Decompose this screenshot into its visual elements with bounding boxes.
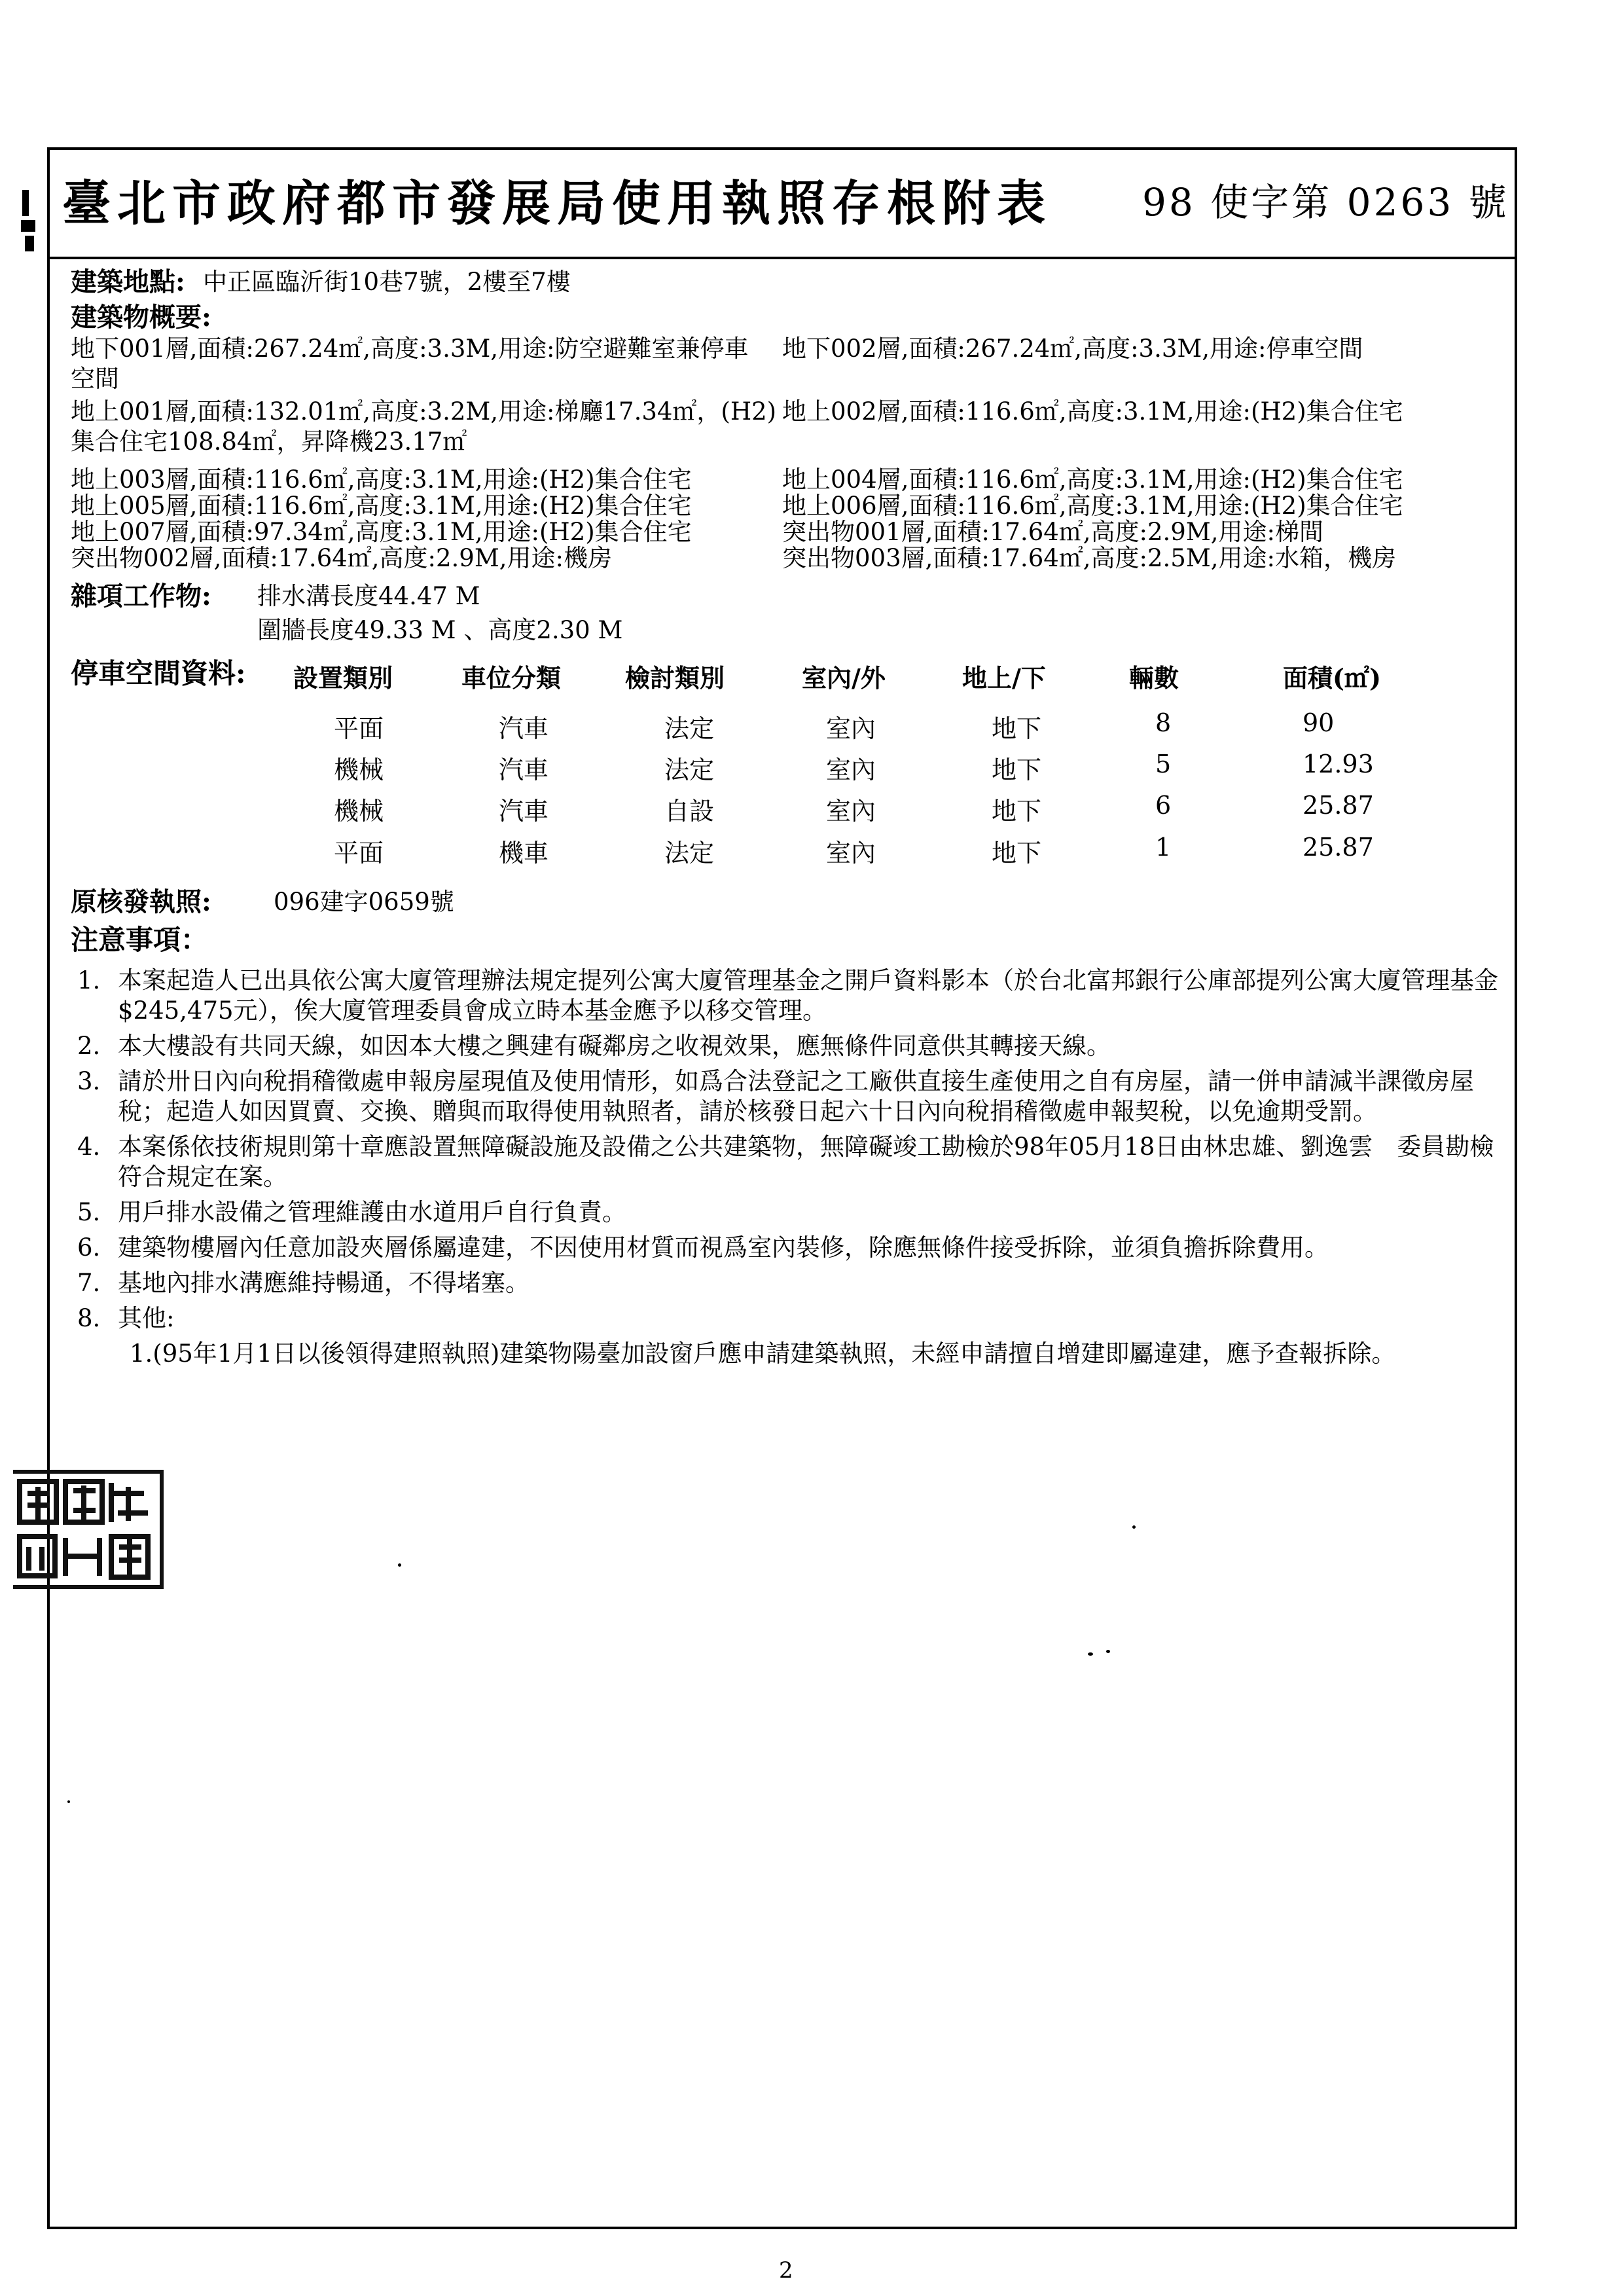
parking-header: 面積(㎡)	[1283, 663, 1381, 693]
note-number: 8.	[77, 1304, 101, 1332]
parking-cell: 90	[1303, 708, 1335, 737]
note-number: 2.	[77, 1032, 101, 1060]
misc-works-label: 雜項工作物:	[71, 581, 211, 611]
permit-number: 98 使字第 0263 號	[1142, 180, 1509, 225]
parking-cell: 平面	[334, 714, 384, 743]
parking-cell: 地下	[992, 714, 1042, 743]
floor-line: 地上001層,面積:132.01㎡,高度:3.2M,用途:梯廳17.34㎡，(H2)	[71, 397, 777, 426]
parking-cell: 6	[1155, 791, 1172, 820]
note-number: 1.	[77, 966, 101, 994]
official-seal	[13, 1470, 164, 1589]
note-item	[77, 1066, 1507, 1127]
parking-cell: 法定	[664, 714, 715, 743]
note-text: 其他:	[118, 1304, 175, 1332]
parking-cell: 法定	[664, 756, 715, 784]
parking-cell: 機車	[499, 839, 549, 867]
scan-speck	[1088, 1652, 1093, 1656]
note-item	[77, 1303, 1507, 1334]
note-item	[77, 1031, 1507, 1061]
note-number: 7.	[77, 1269, 101, 1297]
floor-line: 集合住宅108.84㎡，昇降機23.17㎡	[71, 428, 467, 456]
note-text: 1.(95年1月1日以後領得建照執照)建築物陽臺加設窗戶應申請建築執照，未經申請擅自增建即屬違建，應予查報拆除。	[130, 1339, 1396, 1368]
parking-cell: 地下	[992, 756, 1042, 784]
parking-cell: 1	[1155, 833, 1172, 862]
parking-cell: 機械	[334, 756, 384, 784]
floor-line: 突出物002層,面積:17.64㎡,高度:2.9M,用途:機房	[71, 544, 612, 572]
floor-line: 地上006層,面積:116.6㎡,高度:3.1M,用途:(H2)集合住宅	[782, 492, 1403, 520]
floor-line: 地上007層,面積:97.34㎡,高度:3.1M,用途:(H2)集合住宅	[71, 518, 692, 546]
floor-line: 地上005層,面積:116.6㎡,高度:3.1M,用途:(H2)集合住宅	[71, 492, 692, 520]
floor-line: 地上004層,面積:116.6㎡,高度:3.1M,用途:(H2)集合住宅	[782, 465, 1403, 494]
floor-line: 地下002層,面積:267.24㎡,高度:3.3M,用途:停車空間	[782, 335, 1363, 363]
note-text: 建築物樓層內任意加設夾層係屬違建，不因使用材質而視爲室內裝修，除應無條件接受拆除，並須負擔拆除費用。	[118, 1233, 1329, 1262]
note-number: 4.	[77, 1133, 101, 1161]
scan-speck	[1132, 1525, 1136, 1529]
scan-speck	[398, 1563, 401, 1567]
original-permit-value: 096建字0659號	[274, 888, 454, 916]
scan-speck	[1106, 1650, 1110, 1653]
parking-cell: 室內	[826, 797, 876, 826]
site-value: 中正區臨沂街10巷7號，2樓至7樓	[203, 268, 571, 296]
note-item	[77, 1233, 1507, 1263]
page-number: 2	[779, 2257, 793, 2284]
overview-label: 建築物概要:	[71, 302, 211, 333]
scan-speck	[67, 1800, 70, 1803]
seal-icon	[13, 1474, 156, 1585]
note-text: 本大樓設有共同天線，如因本大樓之興建有礙鄰房之收視效果，應無條件同意供其轉接天線。	[118, 1032, 1111, 1060]
note-item	[77, 966, 1507, 1026]
original-permit-label: 原核發執照:	[71, 886, 211, 917]
note-text: 基地內排水溝應維持暢通，不得堵塞。	[118, 1269, 530, 1297]
parking-cell: 25.87	[1303, 833, 1374, 862]
parking-header: 設置類別	[293, 663, 393, 693]
parking-cell: 汽車	[499, 756, 549, 784]
notes-label: 注意事項：	[71, 924, 209, 956]
notes-list	[77, 966, 1507, 1374]
parking-cell: 地下	[992, 797, 1042, 826]
parking-header: 室內/外	[802, 663, 886, 693]
note-text: 本案係依技術規則第十章應設置無障礙設施及設備之公共建築物，無障礙竣工勘檢於98年05月18日由林忠雄、劉逸雲 委員勘檢符合規定在案。	[118, 1133, 1494, 1191]
note-number: 3.	[77, 1067, 101, 1095]
parking-cell: 機械	[334, 797, 384, 826]
parking-cell: 汽車	[499, 797, 549, 826]
parking-cell: 8	[1155, 708, 1172, 737]
note-text: 本案起造人已出具依公寓大廈管理辦法規定提列公寓大廈管理基金之開戶資料影本（於台北富邦銀行公庫部提列公寓大廈管理基金$245,475元），俟大廈管理委員會成立時本基金應予以移交管理。	[118, 966, 1498, 1025]
floor-line: 空間	[71, 365, 119, 393]
note-number: 5.	[77, 1198, 101, 1226]
note-item	[77, 1339, 1507, 1369]
note-number: 6.	[77, 1233, 101, 1262]
page-title: 臺北市政府都市發展局使用執照存根附表	[62, 175, 1052, 232]
note-text: 用戶排水設備之管理維護由水道用戶自行負責。	[118, 1198, 626, 1226]
parking-cell: 地下	[992, 839, 1042, 867]
floor-line: 突出物003層,面積:17.64㎡,高度:2.5M,用途:水箱，機房	[782, 544, 1396, 572]
site-label: 建築地點:	[71, 266, 185, 297]
misc-works-line: 排水溝長度44.47 M	[257, 582, 480, 610]
parking-header: 檢討類別	[625, 663, 725, 693]
parking-cell: 平面	[334, 839, 384, 867]
parking-cell: 自設	[664, 797, 715, 826]
parking-label: 停車空間資料:	[71, 657, 246, 689]
note-item	[77, 1197, 1507, 1228]
note-text: 請於卅日內向稅捐稽徵處申報房屋現值及使用情形，如爲合法登記之工廠供直接生產使用之自有房屋，請一併申請減半課徵房屋稅；起造人如因買賣、交換、贈與而取得使用執照者，請於核發日起六十日內向稅捐稽徵處申報契稅，以免逾期受罰。	[118, 1067, 1474, 1125]
parking-cell: 室內	[826, 756, 876, 784]
parking-cell: 12.93	[1303, 750, 1374, 778]
parking-header: 輛數	[1129, 663, 1179, 693]
parking-cell: 25.87	[1303, 791, 1374, 820]
parking-cell: 法定	[664, 839, 715, 867]
binding-mark-icon	[20, 183, 38, 255]
parking-header: 地上/下	[962, 663, 1046, 693]
floor-line: 突出物001層,面積:17.64㎡,高度:2.9M,用途:梯間	[782, 518, 1323, 546]
parking-cell: 汽車	[499, 714, 549, 743]
note-item	[77, 1268, 1507, 1298]
misc-works-line: 圍牆長度49.33 M 、高度2.30 M	[257, 616, 623, 644]
parking-cell: 室內	[826, 839, 876, 867]
floor-line: 地上002層,面積:116.6㎡,高度:3.1M,用途:(H2)集合住宅	[782, 397, 1403, 426]
title-divider	[47, 257, 1517, 259]
parking-cell: 5	[1155, 750, 1172, 778]
floor-line: 地上003層,面積:116.6㎡,高度:3.1M,用途:(H2)集合住宅	[71, 465, 692, 494]
note-item	[77, 1132, 1507, 1192]
floor-line: 地下001層,面積:267.24㎡,高度:3.3M,用途:防空避難室兼停車	[71, 335, 749, 363]
parking-header: 車位分類	[461, 663, 562, 693]
parking-cell: 室內	[826, 714, 876, 743]
